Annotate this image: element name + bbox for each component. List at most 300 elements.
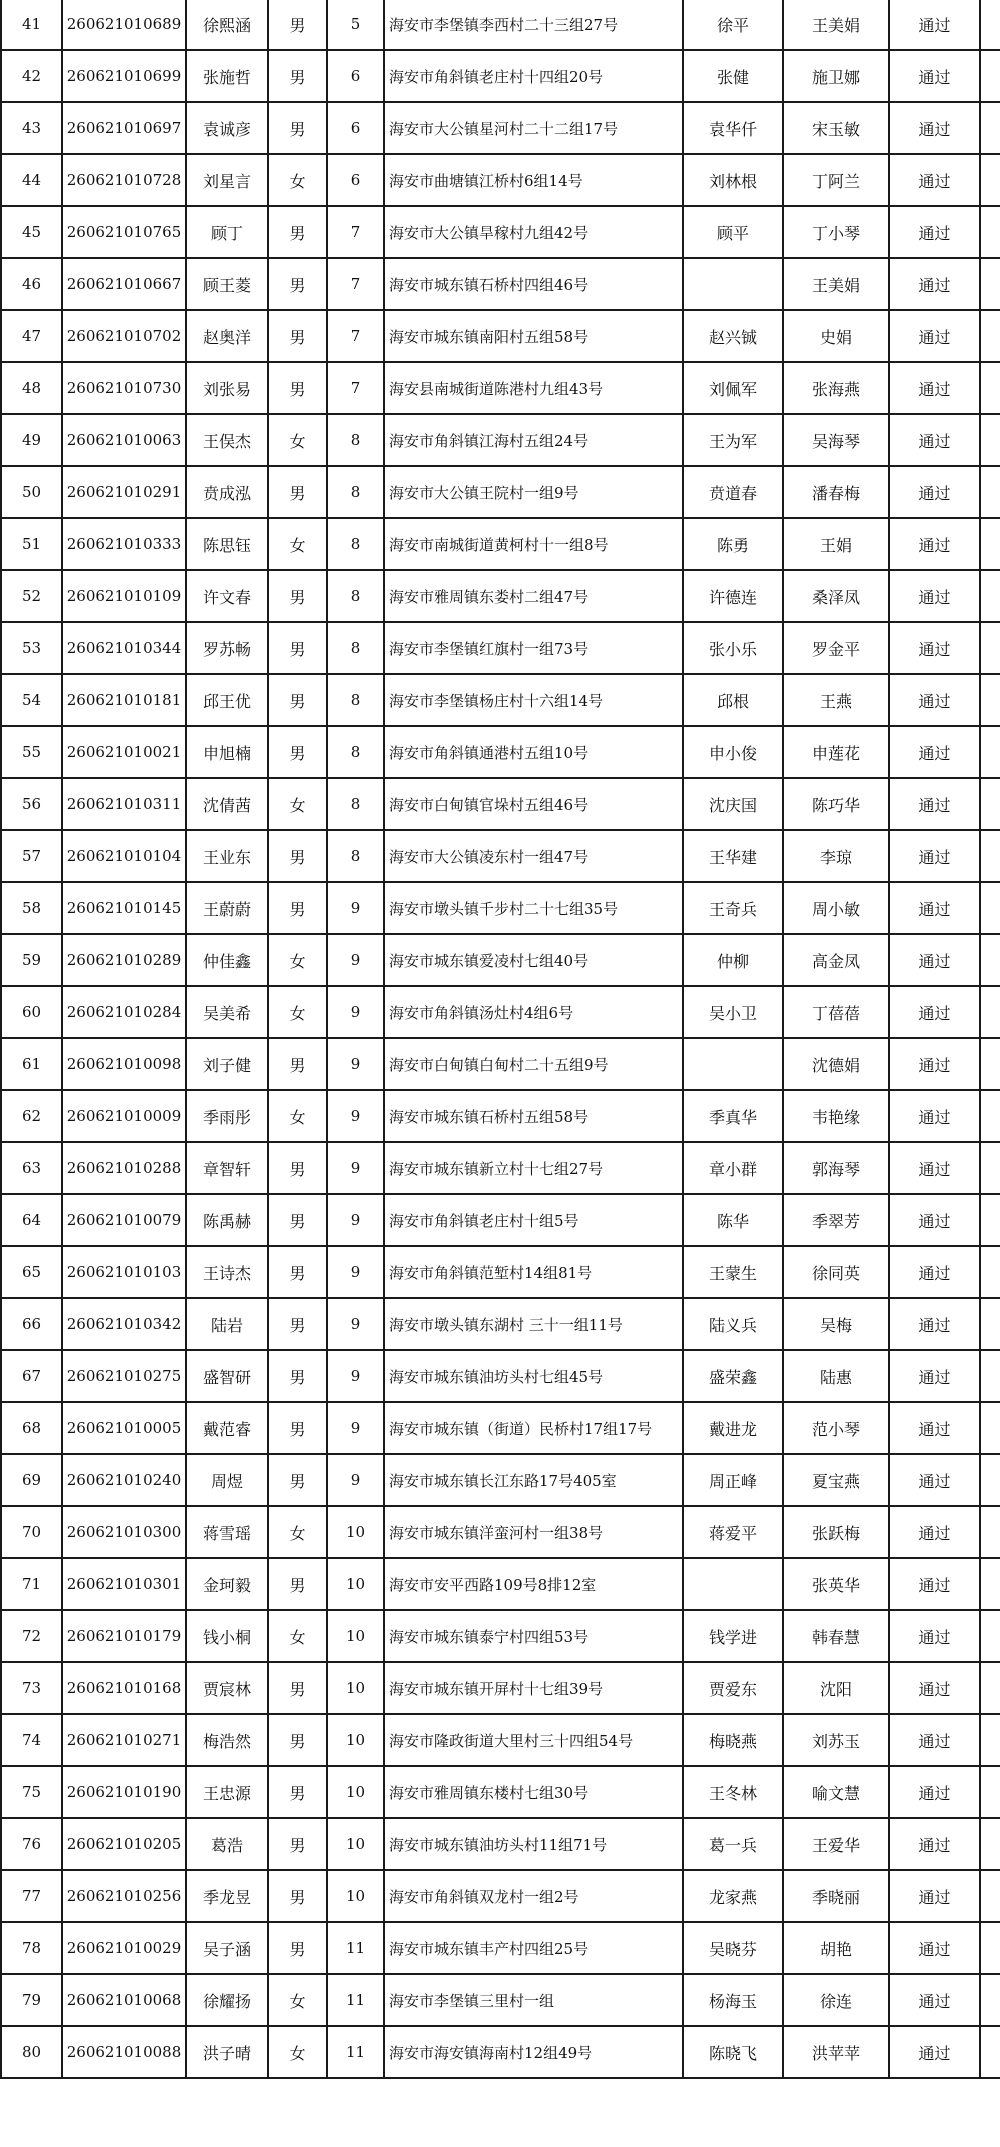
trailing-cell (980, 1974, 1000, 2026)
table-row (1, 154, 1000, 206)
mother-name-cell: 宋玉敏 (783, 102, 889, 154)
child-name-cell: 梅浩然 (186, 1714, 268, 1766)
home-address-cell: 海安市角斜镇通港村五组10号 (384, 726, 683, 778)
review-result-cell: 通过 (889, 1818, 980, 1870)
mother-name-cell: 韦艳缘 (783, 1090, 889, 1142)
mother-name-cell: 丁阿兰 (783, 154, 889, 206)
age-cell: 10 (327, 1818, 384, 1870)
row-number-cell: 75 (1, 1766, 62, 1818)
age-cell: 7 (327, 206, 384, 258)
father-name-cell: 周正峰 (683, 1454, 783, 1506)
registration-id-cell: 260621010021 (62, 726, 186, 778)
registration-id-cell: 260621010342 (62, 1298, 186, 1350)
child-name-cell: 刘星言 (186, 154, 268, 206)
gender-cell: 男 (268, 726, 327, 778)
trailing-cell (980, 1506, 1000, 1558)
gender-cell: 男 (268, 50, 327, 102)
home-address-cell: 海安市安平西路109号8排12室 (384, 1558, 683, 1610)
review-result-cell: 通过 (889, 1922, 980, 1974)
table-row (1, 362, 1000, 414)
home-address-cell: 海安市曲塘镇江桥村6组14号 (384, 154, 683, 206)
review-result-cell: 通过 (889, 986, 980, 1038)
home-address-cell: 海安市白甸镇官垛村五组46号 (384, 778, 683, 830)
father-name-cell: 沈庆国 (683, 778, 783, 830)
review-result-cell: 通过 (889, 1350, 980, 1402)
registration-id-cell: 260621010190 (62, 1766, 186, 1818)
gender-cell: 女 (268, 934, 327, 986)
father-name-cell: 葛一兵 (683, 1818, 783, 1870)
age-cell: 8 (327, 622, 384, 674)
father-name-cell (683, 1038, 783, 1090)
age-cell: 9 (327, 1194, 384, 1246)
mother-name-cell: 季晓丽 (783, 1870, 889, 1922)
trailing-cell (980, 1402, 1000, 1454)
table-row (1, 310, 1000, 362)
trailing-cell (980, 1038, 1000, 1090)
row-number-cell: 41 (1, 0, 62, 50)
age-cell: 11 (327, 1922, 384, 1974)
child-name-cell: 许文春 (186, 570, 268, 622)
age-cell: 7 (327, 310, 384, 362)
gender-cell: 男 (268, 1194, 327, 1246)
review-result-cell: 通过 (889, 362, 980, 414)
table-row (1, 102, 1000, 154)
father-name-cell (683, 1558, 783, 1610)
mother-name-cell: 王燕 (783, 674, 889, 726)
child-name-cell: 洪子晴 (186, 2026, 268, 2078)
review-result-cell: 通过 (889, 1038, 980, 1090)
gender-cell: 男 (268, 1246, 327, 1298)
gender-cell: 男 (268, 1870, 327, 1922)
registration-id-cell: 260621010702 (62, 310, 186, 362)
mother-name-cell: 范小琴 (783, 1402, 889, 1454)
father-name-cell: 袁华仟 (683, 102, 783, 154)
registration-id-cell: 260621010288 (62, 1142, 186, 1194)
review-result-cell: 通过 (889, 622, 980, 674)
age-cell: 7 (327, 362, 384, 414)
row-number-cell: 70 (1, 1506, 62, 1558)
table-row (1, 1298, 1000, 1350)
child-name-cell: 陈禹赫 (186, 1194, 268, 1246)
review-result-cell: 通过 (889, 1870, 980, 1922)
registration-id-cell: 260621010179 (62, 1610, 186, 1662)
review-result-cell: 通过 (889, 1454, 980, 1506)
review-result-cell: 通过 (889, 882, 980, 934)
row-number-cell: 80 (1, 2026, 62, 2078)
mother-name-cell: 季翠芳 (783, 1194, 889, 1246)
child-name-cell: 季龙昱 (186, 1870, 268, 1922)
trailing-cell (980, 1350, 1000, 1402)
row-number-cell: 66 (1, 1298, 62, 1350)
review-result-cell: 通过 (889, 1610, 980, 1662)
age-cell: 9 (327, 1454, 384, 1506)
trailing-cell (980, 1766, 1000, 1818)
mother-name-cell: 沈阳 (783, 1662, 889, 1714)
registration-id-cell: 260621010145 (62, 882, 186, 934)
trailing-cell (980, 2026, 1000, 2078)
gender-cell: 男 (268, 362, 327, 414)
age-cell: 11 (327, 1974, 384, 2026)
father-name-cell: 徐平 (683, 0, 783, 50)
gender-cell: 男 (268, 0, 327, 50)
mother-name-cell: 丁蓓蓓 (783, 986, 889, 1038)
father-name-cell: 张小乐 (683, 622, 783, 674)
row-number-cell: 62 (1, 1090, 62, 1142)
table-row (1, 1350, 1000, 1402)
row-number-cell: 50 (1, 466, 62, 518)
table-row (1, 1194, 1000, 1246)
age-cell: 9 (327, 1090, 384, 1142)
gender-cell: 男 (268, 830, 327, 882)
child-name-cell: 蒋雪瑶 (186, 1506, 268, 1558)
registration-id-cell: 260621010699 (62, 50, 186, 102)
review-result-cell: 通过 (889, 2026, 980, 2078)
gender-cell: 男 (268, 882, 327, 934)
registration-id-cell: 260621010284 (62, 986, 186, 1038)
row-number-cell: 63 (1, 1142, 62, 1194)
father-name-cell: 申小俊 (683, 726, 783, 778)
table-row (1, 1714, 1000, 1766)
father-name-cell: 刘林根 (683, 154, 783, 206)
review-result-cell: 通过 (889, 778, 980, 830)
child-name-cell: 赵奥洋 (186, 310, 268, 362)
mother-name-cell: 高金凤 (783, 934, 889, 986)
gender-cell: 女 (268, 778, 327, 830)
registration-id-cell: 260621010311 (62, 778, 186, 830)
age-cell: 9 (327, 934, 384, 986)
table-row (1, 1558, 1000, 1610)
row-number-cell: 48 (1, 362, 62, 414)
mother-name-cell: 周小敏 (783, 882, 889, 934)
mother-name-cell: 王美娟 (783, 0, 889, 50)
father-name-cell: 杨海玉 (683, 1974, 783, 2026)
home-address-cell: 海安市大公镇王院村一组9号 (384, 466, 683, 518)
row-number-cell: 53 (1, 622, 62, 674)
gender-cell: 男 (268, 674, 327, 726)
row-number-cell: 74 (1, 1714, 62, 1766)
row-number-cell: 61 (1, 1038, 62, 1090)
trailing-cell (980, 1558, 1000, 1610)
roster-body (1, 0, 1000, 2078)
home-address-cell: 海安市城东镇洋蛮河村一组38号 (384, 1506, 683, 1558)
trailing-cell (980, 1194, 1000, 1246)
registration-id-cell: 260621010728 (62, 154, 186, 206)
child-name-cell: 王业东 (186, 830, 268, 882)
table-row (1, 1038, 1000, 1090)
mother-name-cell: 史娟 (783, 310, 889, 362)
table-row (1, 830, 1000, 882)
mother-name-cell: 韩春慧 (783, 1610, 889, 1662)
trailing-cell (980, 986, 1000, 1038)
row-number-cell: 55 (1, 726, 62, 778)
home-address-cell: 海安市李堡镇三里村一组 (384, 1974, 683, 2026)
registration-id-cell: 260621010300 (62, 1506, 186, 1558)
trailing-cell (980, 1246, 1000, 1298)
age-cell: 8 (327, 674, 384, 726)
trailing-cell (980, 1818, 1000, 1870)
father-name-cell: 邱根 (683, 674, 783, 726)
age-cell: 6 (327, 154, 384, 206)
row-number-cell: 72 (1, 1610, 62, 1662)
row-number-cell: 52 (1, 570, 62, 622)
father-name-cell: 王华建 (683, 830, 783, 882)
trailing-cell (980, 102, 1000, 154)
home-address-cell: 海安市城东镇爱凌村七组40号 (384, 934, 683, 986)
review-result-cell: 通过 (889, 934, 980, 986)
review-result-cell: 通过 (889, 1246, 980, 1298)
trailing-cell (980, 0, 1000, 50)
age-cell: 11 (327, 2026, 384, 2078)
gender-cell: 女 (268, 2026, 327, 2078)
father-name-cell: 钱学进 (683, 1610, 783, 1662)
review-result-cell: 通过 (889, 1714, 980, 1766)
mother-name-cell: 王美娟 (783, 258, 889, 310)
row-number-cell: 76 (1, 1818, 62, 1870)
row-number-cell: 45 (1, 206, 62, 258)
registration-id-cell: 260621010103 (62, 1246, 186, 1298)
father-name-cell: 许德连 (683, 570, 783, 622)
review-result-cell: 通过 (889, 154, 980, 206)
home-address-cell: 海安市南城街道黄柯村十一组8号 (384, 518, 683, 570)
gender-cell: 男 (268, 466, 327, 518)
review-result-cell: 通过 (889, 1194, 980, 1246)
trailing-cell (980, 674, 1000, 726)
table-row (1, 1610, 1000, 1662)
father-name-cell: 张健 (683, 50, 783, 102)
registration-id-cell: 260621010063 (62, 414, 186, 466)
father-name-cell: 王为军 (683, 414, 783, 466)
child-name-cell: 王俣杰 (186, 414, 268, 466)
registration-id-cell: 260621010275 (62, 1350, 186, 1402)
table-row (1, 1818, 1000, 1870)
trailing-cell (980, 206, 1000, 258)
mother-name-cell: 徐连 (783, 1974, 889, 2026)
home-address-cell: 海安市城东镇石桥村五组58号 (384, 1090, 683, 1142)
child-name-cell: 罗苏畅 (186, 622, 268, 674)
age-cell: 8 (327, 466, 384, 518)
father-name-cell: 戴进龙 (683, 1402, 783, 1454)
mother-name-cell: 陆惠 (783, 1350, 889, 1402)
child-name-cell: 周煜 (186, 1454, 268, 1506)
table-row (1, 1506, 1000, 1558)
row-number-cell: 49 (1, 414, 62, 466)
registration-id-cell: 260621010181 (62, 674, 186, 726)
table-row (1, 2026, 1000, 2078)
mother-name-cell: 沈德娟 (783, 1038, 889, 1090)
mother-name-cell: 潘春梅 (783, 466, 889, 518)
registration-id-cell: 260621010168 (62, 1662, 186, 1714)
review-result-cell: 通过 (889, 726, 980, 778)
gender-cell: 男 (268, 1038, 327, 1090)
registration-id-cell: 260621010009 (62, 1090, 186, 1142)
child-name-cell: 季雨彤 (186, 1090, 268, 1142)
age-cell: 10 (327, 1506, 384, 1558)
father-name-cell: 吴小卫 (683, 986, 783, 1038)
row-number-cell: 77 (1, 1870, 62, 1922)
trailing-cell (980, 50, 1000, 102)
table-row (1, 466, 1000, 518)
father-name-cell: 仲柳 (683, 934, 783, 986)
gender-cell: 女 (268, 1974, 327, 2026)
child-name-cell: 盛智研 (186, 1350, 268, 1402)
row-number-cell: 64 (1, 1194, 62, 1246)
gender-cell: 男 (268, 1714, 327, 1766)
home-address-cell: 海安市大公镇凌东村一组47号 (384, 830, 683, 882)
table-row (1, 206, 1000, 258)
child-name-cell: 戴范睿 (186, 1402, 268, 1454)
table-row (1, 882, 1000, 934)
trailing-cell (980, 1870, 1000, 1922)
review-result-cell: 通过 (889, 0, 980, 50)
registration-id-cell: 260621010079 (62, 1194, 186, 1246)
review-result-cell: 通过 (889, 1558, 980, 1610)
age-cell: 10 (327, 1870, 384, 1922)
gender-cell: 男 (268, 102, 327, 154)
registration-id-cell: 260621010765 (62, 206, 186, 258)
row-number-cell: 78 (1, 1922, 62, 1974)
table-row (1, 1974, 1000, 2026)
gender-cell: 男 (268, 1818, 327, 1870)
trailing-cell (980, 622, 1000, 674)
trailing-cell (980, 934, 1000, 986)
mother-name-cell: 洪苹苹 (783, 2026, 889, 2078)
review-result-cell: 通过 (889, 50, 980, 102)
child-name-cell: 章智轩 (186, 1142, 268, 1194)
table-row (1, 1662, 1000, 1714)
row-number-cell: 73 (1, 1662, 62, 1714)
mother-name-cell: 喻文慧 (783, 1766, 889, 1818)
home-address-cell: 海安市李堡镇杨庄村十六组14号 (384, 674, 683, 726)
table-row (1, 570, 1000, 622)
child-name-cell: 贲成泓 (186, 466, 268, 518)
home-address-cell: 海安市角斜镇双龙村一组2号 (384, 1870, 683, 1922)
gender-cell: 男 (268, 570, 327, 622)
gender-cell: 男 (268, 1350, 327, 1402)
gender-cell: 男 (268, 1662, 327, 1714)
gender-cell: 男 (268, 1402, 327, 1454)
mother-name-cell: 王娟 (783, 518, 889, 570)
child-name-cell: 邱王优 (186, 674, 268, 726)
row-number-cell: 79 (1, 1974, 62, 2026)
father-name-cell: 章小群 (683, 1142, 783, 1194)
gender-cell: 男 (268, 258, 327, 310)
mother-name-cell: 刘苏玉 (783, 1714, 889, 1766)
age-cell: 9 (327, 1298, 384, 1350)
registration-id-cell: 260621010088 (62, 2026, 186, 2078)
gender-cell: 男 (268, 622, 327, 674)
age-cell: 6 (327, 102, 384, 154)
age-cell: 10 (327, 1766, 384, 1818)
mother-name-cell: 吴梅 (783, 1298, 889, 1350)
review-result-cell: 通过 (889, 570, 980, 622)
trailing-cell (980, 1714, 1000, 1766)
home-address-cell: 海安市角斜镇汤灶村4组6号 (384, 986, 683, 1038)
review-result-cell: 通过 (889, 1766, 980, 1818)
trailing-cell (980, 570, 1000, 622)
registration-id-cell: 260621010667 (62, 258, 186, 310)
review-result-cell: 通过 (889, 674, 980, 726)
child-name-cell: 沈倩茜 (186, 778, 268, 830)
age-cell: 9 (327, 1142, 384, 1194)
row-number-cell: 67 (1, 1350, 62, 1402)
father-name-cell: 顾平 (683, 206, 783, 258)
review-result-cell: 通过 (889, 1506, 980, 1558)
child-name-cell: 陆岩 (186, 1298, 268, 1350)
gender-cell: 男 (268, 1766, 327, 1818)
gender-cell: 男 (268, 1142, 327, 1194)
row-number-cell: 42 (1, 50, 62, 102)
mother-name-cell: 夏宝燕 (783, 1454, 889, 1506)
gender-cell: 女 (268, 1090, 327, 1142)
age-cell: 9 (327, 882, 384, 934)
age-cell: 6 (327, 50, 384, 102)
gender-cell: 女 (268, 1506, 327, 1558)
mother-name-cell: 郭海琴 (783, 1142, 889, 1194)
trailing-cell (980, 882, 1000, 934)
home-address-cell: 海安市城东镇油坊头村七组45号 (384, 1350, 683, 1402)
row-number-cell: 51 (1, 518, 62, 570)
father-name-cell: 陈晓飞 (683, 2026, 783, 2078)
mother-name-cell: 张英华 (783, 1558, 889, 1610)
home-address-cell: 海安市海安镇海南村12组49号 (384, 2026, 683, 2078)
review-result-cell: 通过 (889, 1402, 980, 1454)
child-name-cell: 王蔚蔚 (186, 882, 268, 934)
home-address-cell: 海安县南城街道陈港村九组43号 (384, 362, 683, 414)
father-name-cell: 赵兴铖 (683, 310, 783, 362)
home-address-cell: 海安市雅周镇东娄村二组47号 (384, 570, 683, 622)
home-address-cell: 海安市城东镇长江东路17号405室 (384, 1454, 683, 1506)
home-address-cell: 海安市李堡镇李西村二十三组27号 (384, 0, 683, 50)
trailing-cell (980, 830, 1000, 882)
trailing-cell (980, 258, 1000, 310)
trailing-cell (980, 466, 1000, 518)
review-result-cell: 通过 (889, 518, 980, 570)
child-name-cell: 王诗杰 (186, 1246, 268, 1298)
table-row (1, 1922, 1000, 1974)
registration-id-cell: 260621010098 (62, 1038, 186, 1090)
row-number-cell: 59 (1, 934, 62, 986)
trailing-cell (980, 414, 1000, 466)
age-cell: 10 (327, 1662, 384, 1714)
mother-name-cell: 陈巧华 (783, 778, 889, 830)
home-address-cell: 海安市大公镇旱稼村九组42号 (384, 206, 683, 258)
father-name-cell: 龙家燕 (683, 1870, 783, 1922)
age-cell: 5 (327, 0, 384, 50)
age-cell: 8 (327, 830, 384, 882)
table-row (1, 674, 1000, 726)
row-number-cell: 57 (1, 830, 62, 882)
gender-cell: 男 (268, 310, 327, 362)
registration-id-cell: 260621010333 (62, 518, 186, 570)
home-address-cell: 海安市李堡镇红旗村一组73号 (384, 622, 683, 674)
father-name-cell: 吴晓芬 (683, 1922, 783, 1974)
review-result-cell: 通过 (889, 1298, 980, 1350)
row-number-cell: 68 (1, 1402, 62, 1454)
table-row (1, 518, 1000, 570)
trailing-cell (980, 154, 1000, 206)
table-row (1, 986, 1000, 1038)
home-address-cell: 海安市城东镇新立村十七组27号 (384, 1142, 683, 1194)
gender-cell: 女 (268, 154, 327, 206)
child-name-cell: 徐熙涵 (186, 0, 268, 50)
row-number-cell: 44 (1, 154, 62, 206)
trailing-cell (980, 778, 1000, 830)
registration-id-cell: 260621010689 (62, 0, 186, 50)
gender-cell: 男 (268, 1922, 327, 1974)
registration-id-cell: 260621010104 (62, 830, 186, 882)
registration-id-cell: 260621010109 (62, 570, 186, 622)
table-row (1, 934, 1000, 986)
